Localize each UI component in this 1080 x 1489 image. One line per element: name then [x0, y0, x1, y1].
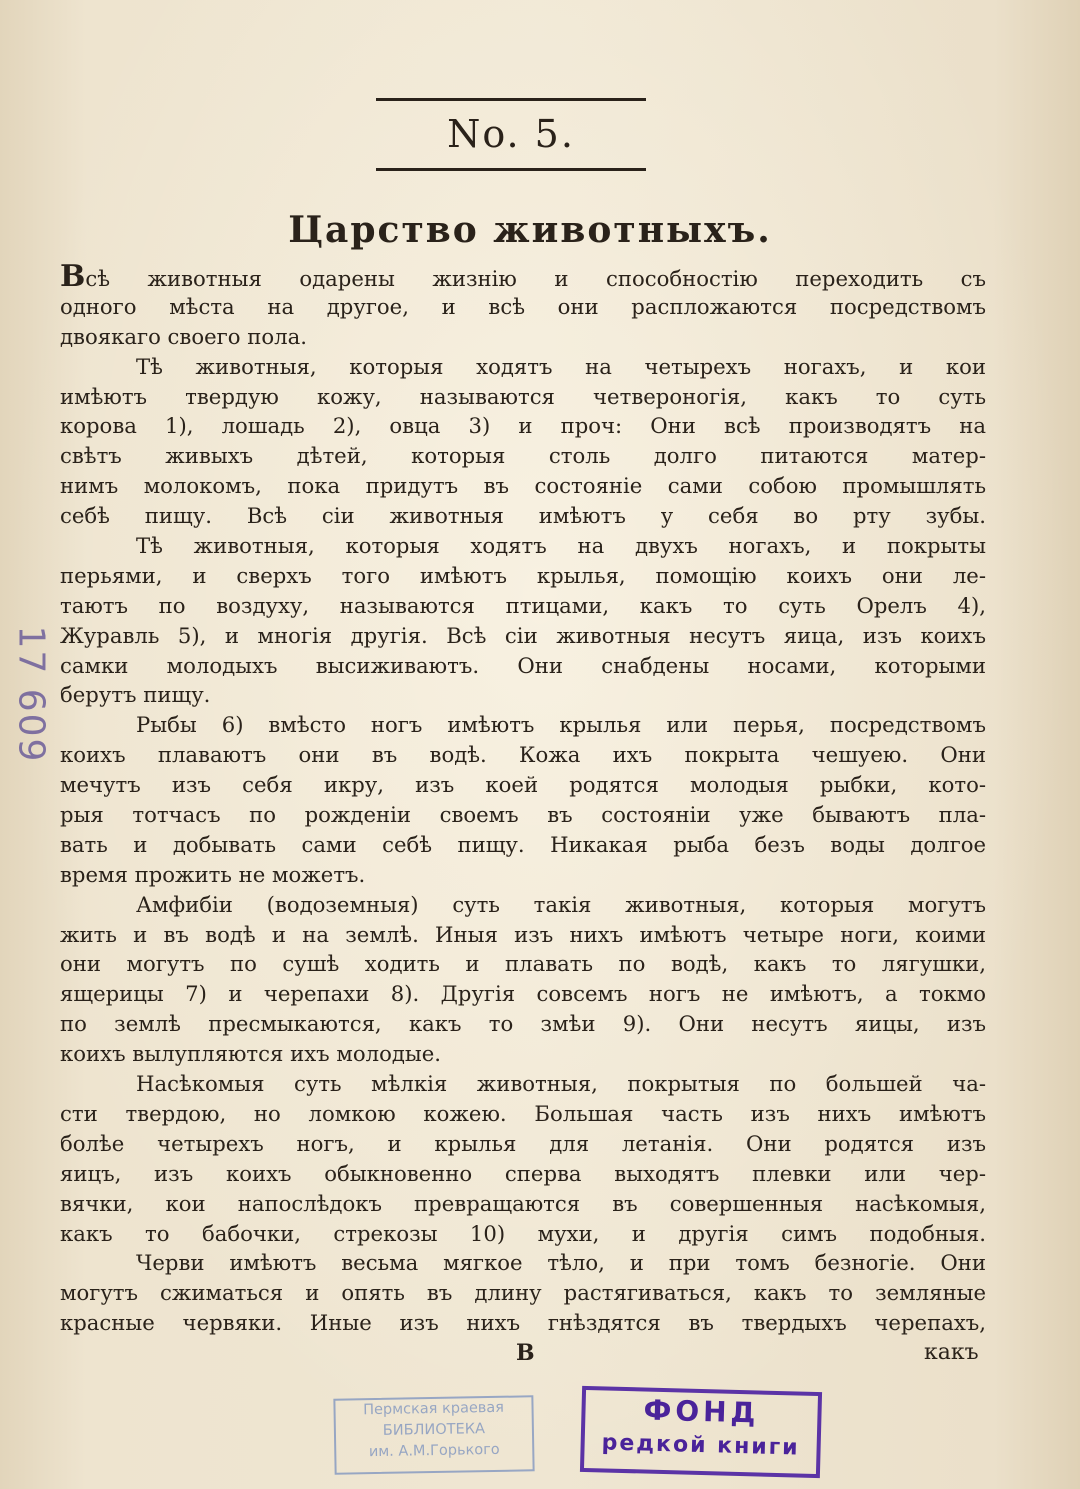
fund-stamp-line: редкой книги — [601, 1430, 800, 1461]
text-line — [60, 471, 986, 501]
text-line — [60, 411, 986, 441]
text-line — [60, 1159, 986, 1189]
text-line-content: самки молодыхъ высиживаютъ. Они снабдены носами, которыми — [60, 652, 986, 678]
text-line — [60, 501, 986, 531]
text-line-content: вячки, кои напослѣдокъ превращаются въ совершенныя насѣкомыя, — [60, 1190, 986, 1216]
text-line-content: вать и добывать сами себѣ пищу. Никакая рыба безъ воды долгое — [60, 831, 986, 857]
text-line — [60, 1129, 986, 1159]
text-line — [60, 621, 986, 651]
text-line-content: имѣютъ твердую кожу, называются четвероногія, какъ то суть — [60, 383, 986, 409]
text-line — [60, 1248, 986, 1278]
text-line-content: красные червяки. Иные изъ нихъ гнѣздятся въ твердыхъ черепахъ, — [60, 1310, 986, 1336]
header-rule-bottom — [376, 168, 646, 171]
body-text — [60, 262, 986, 1338]
text-line-content: коихъ плаваютъ они въ водѣ. Кожа ихъ покрыта чешуею. Они — [60, 742, 986, 768]
text-line — [60, 262, 986, 292]
text-line-content: Насѣкомыя суть мѣлкія животныя, покрытыя по большей ча- — [136, 1071, 986, 1097]
text-line — [60, 1308, 986, 1338]
text-line — [60, 1009, 986, 1039]
text-line-content: рыя тотчасъ по рожденіи своемъ въ состояніи уже бываютъ пла- — [60, 802, 986, 828]
text-line-content: могутъ сжиматься и опять въ длину растягиваться, какъ то земляные — [60, 1280, 986, 1306]
text-line-content: они могутъ по сушѣ ходить и плавать по водѣ, какъ то лягушки, — [60, 951, 986, 977]
text-line-content: время прожить не можетъ. — [60, 861, 366, 887]
fund-stamp-line: ФОНД — [643, 1393, 760, 1430]
text-line — [60, 1099, 986, 1129]
fund-stamp — [580, 1386, 822, 1478]
library-stamp-line: БИБЛИОТЕКА — [382, 1421, 486, 1439]
text-line-content: Рыбы 6) вмѣсто ногъ имѣютъ крылья или перья, посредствомъ — [136, 712, 986, 738]
text-line-content: болѣе четырехъ ногъ, и крылья для летанія. Они родятся изъ — [60, 1130, 986, 1156]
text-line — [60, 1278, 986, 1308]
text-line-content: Амфибіи (водоземныя) суть такія животныя, которыя могутъ — [136, 891, 986, 917]
text-line — [60, 1189, 986, 1219]
section-number: No. 5. — [447, 112, 575, 156]
text-line-content: сѣ животныя одарены жизнію и способностію переходить съ — [85, 266, 986, 291]
text-line-content: коихъ вылупляются ихъ молодые. — [60, 1041, 442, 1067]
text-line-content: корова 1), лошадь 2), овца 3) и проч: Они всѣ производятъ на — [60, 413, 986, 439]
text-line — [60, 949, 986, 979]
margin-note-text: 17 609 — [10, 625, 52, 764]
library-stamp — [333, 1395, 534, 1474]
text-line — [60, 292, 986, 322]
text-line-content: таютъ по воздуху, называются птицами, какъ то суть Орелъ 4), — [60, 592, 986, 618]
text-line-content: сти твердою, но ломкою кожею. Большая часть изъ нихъ имѣютъ — [60, 1100, 986, 1126]
catchword: какъ — [924, 1340, 979, 1365]
text-line-content: себѣ пищу. Всѣ сіи животныя имѣютъ у себя во рту зубы. — [60, 503, 986, 529]
text-line — [60, 920, 986, 950]
drop-cap: В — [60, 262, 86, 292]
text-line — [60, 800, 986, 830]
text-line — [60, 531, 986, 561]
text-line-content: по землѣ пресмыкаются, какъ то змѣи 9). Они несутъ яицы, изъ — [60, 1011, 986, 1037]
text-line — [60, 740, 986, 770]
text-line-content: двоякаго своего пола. — [60, 323, 307, 349]
header-rule-top — [376, 98, 646, 101]
text-line-content: Черви имѣютъ весьма мягкое тѣло, и при томъ безногіе. Они — [136, 1250, 986, 1276]
text-line-content: свѣтъ живыхъ дѣтей, которыя столь долго питаются матер- — [60, 443, 986, 469]
text-line — [60, 561, 986, 591]
text-line — [60, 382, 986, 412]
text-line-content: перьями, и сверхъ того имѣютъ крылья, помощію коихъ они ле- — [60, 562, 986, 588]
text-line — [60, 651, 986, 681]
text-line-content: ящерицы 7) и черепахи 8). Другія совсемъ ногъ не имѣютъ, а токмо — [60, 981, 986, 1007]
library-stamp-line: им. А.М.Горького — [368, 1441, 500, 1461]
text-line — [60, 322, 986, 352]
text-line — [60, 710, 986, 740]
text-line — [60, 441, 986, 471]
handwritten-margin-note — [6, 620, 52, 800]
text-line-content: яицъ, изъ коихъ обыкновенно сперва выходятъ плевки или чер- — [60, 1160, 986, 1186]
text-line — [60, 770, 986, 800]
text-line-content: Журавль 5), и многія другія. Всѣ сіи животныя несутъ яица, изъ коихъ — [60, 622, 986, 648]
text-line — [60, 860, 986, 890]
text-line-content: Тѣ животныя, которыя ходятъ на двухъ ногахъ, и покрыты — [136, 533, 986, 559]
text-line — [60, 680, 986, 710]
section-title: Царство животныхъ. — [288, 209, 772, 251]
text-line — [60, 591, 986, 621]
text-line — [60, 979, 986, 1009]
text-line-content: нимъ молокомъ, пока придутъ въ состояніе сами собою промышлять — [60, 473, 986, 499]
text-line-content: одного мѣста на другое, и всѣ они распложаются посредствомъ — [60, 293, 986, 319]
text-line — [60, 1219, 986, 1249]
text-line-content: какъ то бабочки, стрекозы 10) мухи, и другія симъ подобныя. — [60, 1220, 986, 1246]
text-line — [60, 352, 986, 382]
text-line-content: жить и въ водѣ и на землѣ. Иныя изъ нихъ имѣютъ четыре ноги, коими — [60, 921, 986, 947]
text-line-content: берутъ пищу. — [60, 682, 211, 708]
text-line — [60, 830, 986, 860]
signature-mark: В — [516, 1340, 535, 1366]
text-line — [60, 890, 986, 920]
text-line — [60, 1069, 986, 1099]
text-line-content: мечутъ изъ себя икру, изъ коей родятся молодыя рыбки, кото- — [60, 772, 986, 798]
text-line-content: Тѣ животныя, которыя ходятъ на четырехъ ногахъ, и кои — [136, 353, 986, 379]
text-line — [60, 1039, 986, 1069]
library-stamp-line: Пермская краевая — [362, 1399, 505, 1419]
